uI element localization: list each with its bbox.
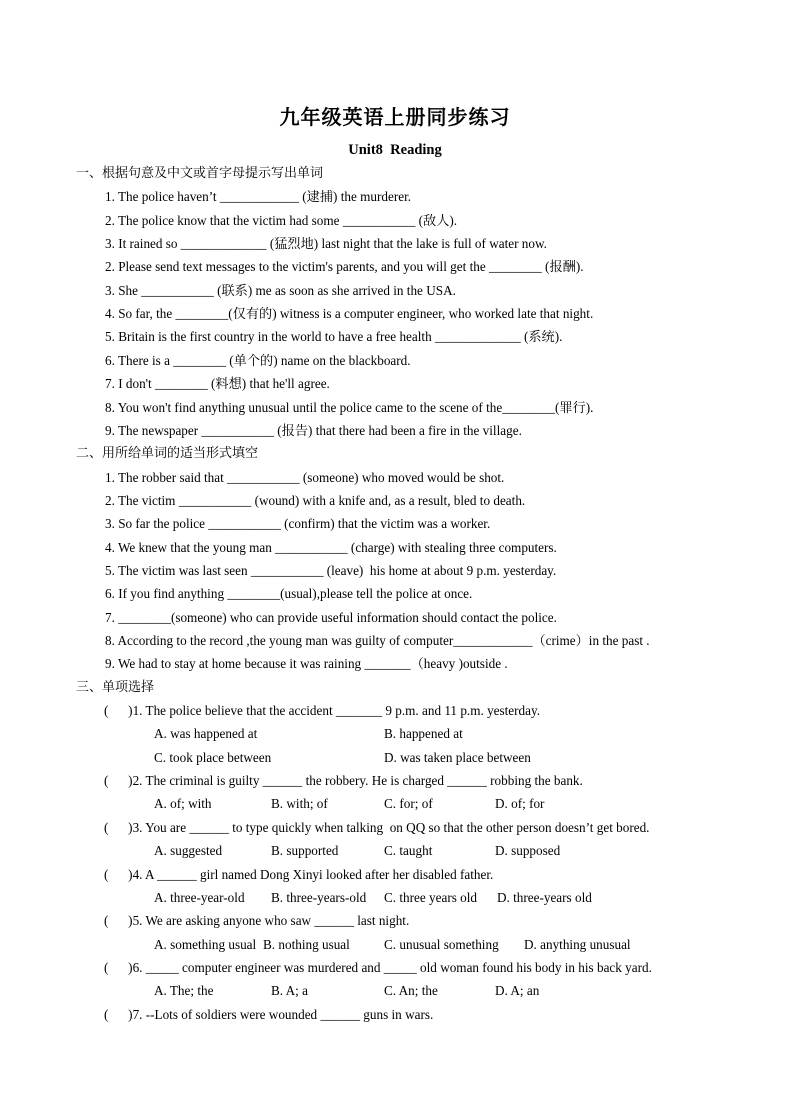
question-stem: ( )2. The criminal is guilty ______ the robbery. He is charged ______ robbing the bank. (104, 773, 583, 789)
answer-option: D. supposed (495, 843, 561, 859)
answer-option: B. supported (271, 843, 339, 859)
answer-option: B. three-years-old (271, 889, 367, 905)
answer-option: C. took place between (154, 749, 272, 765)
question-stem: ( )3. You are ______ to type quickly when talking on QQ so that the other person doesn’t get bored. (104, 819, 650, 835)
exercise-item: 1. The police haven’t ____________ (逮捕) the murderer. (105, 189, 412, 205)
answer-option: C. for; of (384, 796, 433, 812)
exercise-item: 6. If you find anything ________(usual),please tell the police at once. (105, 586, 473, 602)
page-subtitle: Unit8 Reading (348, 142, 442, 158)
exercise-item: 4. So far, the ________(仅有的) witness is a computer engineer, who worked late that night. (105, 306, 594, 322)
question-stem: ( )4. A ______ girl named Dong Xinyi looked after her disabled father. (104, 866, 494, 882)
answer-option: C. unusual something (384, 936, 499, 952)
answer-option: A. suggested (154, 843, 223, 859)
answer-option: A. three-year-old (154, 889, 245, 905)
exercise-item: 3. She ___________ (联系) me as soon as she arrived in the USA. (105, 282, 456, 298)
answer-option: C. three years old (384, 889, 478, 905)
question-stem: ( )5. We are asking anyone who saw ______ last night. (104, 913, 410, 929)
answer-option: D. was taken place between (384, 749, 531, 765)
exercise-item: 5. Britain is the first country in the world to have a free health _____________ (系统). (105, 329, 563, 345)
exercise-item: 7. ________(someone) who can provide useful information should contact the police. (105, 609, 557, 625)
question-stem: ( )7. --Lots of soldiers were wounded ______ guns in wars. (104, 1006, 434, 1022)
exercise-item: 6. There is a ________ (单个的) name on the blackboard. (105, 352, 411, 368)
answer-option: D. anything unusual (524, 936, 631, 952)
answer-option: C. An; the (384, 983, 438, 999)
answer-option: B. A; a (271, 983, 308, 999)
answer-option: D. A; an (495, 983, 540, 999)
answer-option: A. The; the (154, 983, 214, 999)
answer-option: B. nothing usual (263, 936, 350, 952)
exercise-item: 8. According to the record ,the young man was guilty of computer____________（crime）in the past . (105, 633, 650, 648)
exercise-item: 7. I don't ________ (料想) that he'll agree. (105, 376, 330, 392)
exercise-item: 3. It rained so _____________ (猛烈地) last night that the lake is full of water now. (105, 236, 547, 252)
exercise-item: 9. The newspaper ___________ (报告) that there had been a fire in the village. (105, 422, 522, 438)
answer-option: D. of; for (495, 796, 545, 812)
answer-option: C. taught (384, 843, 433, 859)
page-title: 九年级英语上册同步练习 (279, 105, 511, 129)
question-stem: ( )1. The police believe that the accident _______ 9 p.m. and 11 p.m. yesterday. (104, 703, 541, 719)
exercise-item: 8. You won't find anything unusual until the police came to the scene of the________(罪行). (105, 399, 594, 415)
section-heading: 三、单项选择 (76, 679, 155, 695)
exercise-item: 1. The robber said that ___________ (someone) who moved would be shot. (105, 469, 505, 485)
answer-option: D. three-years old (497, 889, 592, 905)
question-stem: ( )6. _____ computer engineer was murdered and _____ old woman found his body in his back yard. (104, 959, 652, 975)
exercise-item: 2. The police know that the victim had some ___________ (敌人). (105, 212, 458, 228)
section-heading: 一、根据句意及中文或首字母提示写出单词 (76, 166, 324, 181)
section-heading: 二、用所给单词的适当形式填空 (76, 446, 259, 462)
answer-option: A. was happened at (154, 726, 258, 742)
exercise-item: 5. The victim was last seen ___________ (leave) his home at about 9 p.m. yesterday. (105, 562, 557, 578)
answer-option: B. happened at (384, 726, 463, 742)
exercise-item: 2. The victim ___________ (wound) with a knife and, as a result, bled to death. (105, 492, 526, 508)
exercise-item: 4. We knew that the young man ___________ (charge) with stealing three computers. (105, 539, 557, 555)
answer-option: A. of; with (154, 796, 212, 812)
exercise-item: 9. We had to stay at home because it was raining _______（heavy )outside . (105, 656, 508, 672)
exercise-item: 3. So far the police ___________ (confirm) that the victim was a worker. (105, 516, 491, 532)
answer-option: B. with; of (271, 796, 328, 812)
answer-option: A. something usual (154, 936, 257, 952)
exercise-item: 2. Please send text messages to the victim's parents, and you will get the ________ (报酬). (105, 259, 584, 275)
